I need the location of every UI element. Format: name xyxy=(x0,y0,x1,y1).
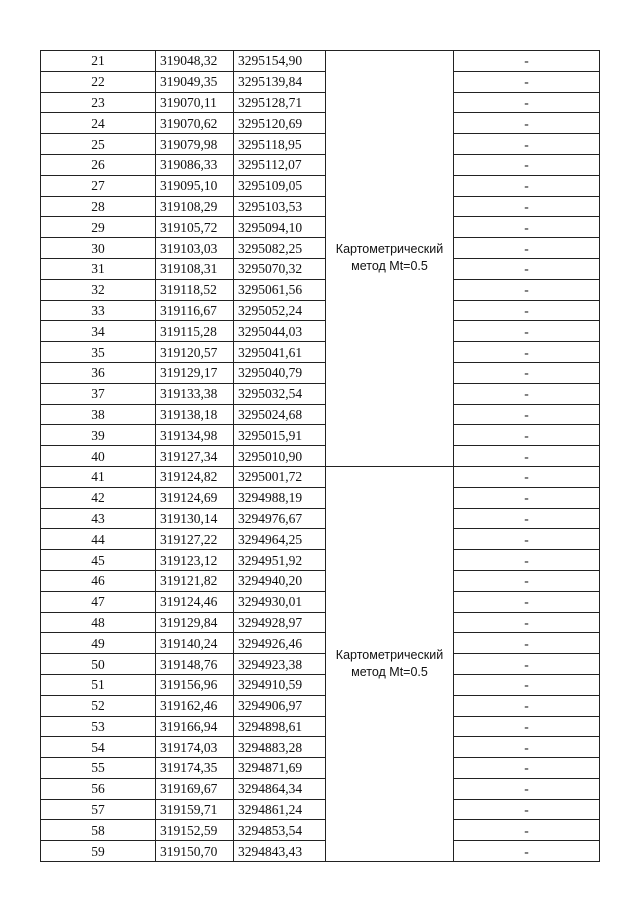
x-coordinate-cell: 319108,29 xyxy=(156,196,234,217)
point-number-cell: 49 xyxy=(41,633,156,654)
x-coordinate-cell: 319129,17 xyxy=(156,362,234,383)
table-row xyxy=(41,487,600,508)
x-coordinate-cell: 319124,46 xyxy=(156,591,234,612)
x-coordinate-cell: 319103,03 xyxy=(156,238,234,259)
coordinates-table-body xyxy=(41,51,600,862)
note-cell: - xyxy=(454,820,600,841)
table-row xyxy=(41,799,600,820)
table-row xyxy=(41,92,600,113)
y-coordinate-cell: 3294928,97 xyxy=(234,612,326,633)
y-coordinate-cell: 3294871,69 xyxy=(234,758,326,779)
note-cell: - xyxy=(454,695,600,716)
x-coordinate-cell: 319115,28 xyxy=(156,321,234,342)
y-coordinate-cell: 3294964,25 xyxy=(234,529,326,550)
y-coordinate-cell: 3294843,43 xyxy=(234,841,326,862)
y-coordinate-cell: 3295128,71 xyxy=(234,92,326,113)
point-number-cell: 48 xyxy=(41,612,156,633)
point-number-cell: 55 xyxy=(41,758,156,779)
note-cell: - xyxy=(454,404,600,425)
table-row xyxy=(41,71,600,92)
x-coordinate-cell: 319133,38 xyxy=(156,383,234,404)
x-coordinate-cell: 319079,98 xyxy=(156,134,234,155)
table-row xyxy=(41,362,600,383)
table-row xyxy=(41,51,600,72)
note-cell: - xyxy=(454,258,600,279)
y-coordinate-cell: 3294861,24 xyxy=(234,799,326,820)
table-row xyxy=(41,466,600,487)
point-number-cell: 40 xyxy=(41,446,156,467)
y-coordinate-cell: 3294988,19 xyxy=(234,487,326,508)
x-coordinate-cell: 319152,59 xyxy=(156,820,234,841)
table-row xyxy=(41,217,600,238)
y-coordinate-cell: 3295112,07 xyxy=(234,154,326,175)
point-number-cell: 50 xyxy=(41,654,156,675)
note-cell: - xyxy=(454,466,600,487)
point-number-cell: 33 xyxy=(41,300,156,321)
note-cell: - xyxy=(454,383,600,404)
table-row xyxy=(41,550,600,571)
point-number-cell: 34 xyxy=(41,321,156,342)
x-coordinate-cell: 319156,96 xyxy=(156,674,234,695)
y-coordinate-cell: 3294853,54 xyxy=(234,820,326,841)
method-cell: Картометрический метод Mt=0.5 xyxy=(326,466,454,861)
point-number-cell: 26 xyxy=(41,154,156,175)
y-coordinate-cell: 3294930,01 xyxy=(234,591,326,612)
point-number-cell: 31 xyxy=(41,258,156,279)
table-row xyxy=(41,716,600,737)
x-coordinate-cell: 319134,98 xyxy=(156,425,234,446)
note-cell: - xyxy=(454,175,600,196)
point-number-cell: 47 xyxy=(41,591,156,612)
note-cell: - xyxy=(454,425,600,446)
y-coordinate-cell: 3295024,68 xyxy=(234,404,326,425)
x-coordinate-cell: 319127,34 xyxy=(156,446,234,467)
table-row xyxy=(41,758,600,779)
method-cell: Картометрический метод Mt=0.5 xyxy=(326,51,454,467)
table-row xyxy=(41,238,600,259)
point-number-cell: 27 xyxy=(41,175,156,196)
note-cell: - xyxy=(454,279,600,300)
note-cell: - xyxy=(454,841,600,862)
x-coordinate-cell: 319124,69 xyxy=(156,487,234,508)
table-row xyxy=(41,633,600,654)
point-number-cell: 42 xyxy=(41,487,156,508)
y-coordinate-cell: 3295052,24 xyxy=(234,300,326,321)
x-coordinate-cell: 319048,32 xyxy=(156,51,234,72)
note-cell: - xyxy=(454,217,600,238)
x-coordinate-cell: 319105,72 xyxy=(156,217,234,238)
y-coordinate-cell: 3295120,69 xyxy=(234,113,326,134)
coordinates-table xyxy=(40,50,600,862)
note-cell: - xyxy=(454,654,600,675)
table-row xyxy=(41,570,600,591)
table-row xyxy=(41,695,600,716)
table-row xyxy=(41,196,600,217)
table-row xyxy=(41,446,600,467)
point-number-cell: 41 xyxy=(41,466,156,487)
x-coordinate-cell: 319086,33 xyxy=(156,154,234,175)
x-coordinate-cell: 319140,24 xyxy=(156,633,234,654)
y-coordinate-cell: 3294864,34 xyxy=(234,778,326,799)
x-coordinate-cell: 319108,31 xyxy=(156,258,234,279)
point-number-cell: 45 xyxy=(41,550,156,571)
y-coordinate-cell: 3295041,61 xyxy=(234,342,326,363)
y-coordinate-cell: 3294923,38 xyxy=(234,654,326,675)
note-cell: - xyxy=(454,487,600,508)
x-coordinate-cell: 319070,11 xyxy=(156,92,234,113)
x-coordinate-cell: 319123,12 xyxy=(156,550,234,571)
note-cell: - xyxy=(454,570,600,591)
table-row xyxy=(41,841,600,862)
table-row xyxy=(41,383,600,404)
y-coordinate-cell: 3295118,95 xyxy=(234,134,326,155)
y-coordinate-cell: 3295109,05 xyxy=(234,175,326,196)
x-coordinate-cell: 319120,57 xyxy=(156,342,234,363)
note-cell: - xyxy=(454,71,600,92)
x-coordinate-cell: 319127,22 xyxy=(156,529,234,550)
x-coordinate-cell: 319162,46 xyxy=(156,695,234,716)
note-cell: - xyxy=(454,51,600,72)
y-coordinate-cell: 3295001,72 xyxy=(234,466,326,487)
y-coordinate-cell: 3294906,97 xyxy=(234,695,326,716)
point-number-cell: 54 xyxy=(41,737,156,758)
table-row xyxy=(41,342,600,363)
y-coordinate-cell: 3295040,79 xyxy=(234,362,326,383)
x-coordinate-cell: 319138,18 xyxy=(156,404,234,425)
note-cell: - xyxy=(454,154,600,175)
table-row xyxy=(41,612,600,633)
point-number-cell: 56 xyxy=(41,778,156,799)
x-coordinate-cell: 319174,03 xyxy=(156,737,234,758)
point-number-cell: 44 xyxy=(41,529,156,550)
point-number-cell: 21 xyxy=(41,51,156,72)
table-row xyxy=(41,154,600,175)
x-coordinate-cell: 319049,35 xyxy=(156,71,234,92)
table-row xyxy=(41,279,600,300)
note-cell: - xyxy=(454,612,600,633)
table-row xyxy=(41,404,600,425)
table-row xyxy=(41,591,600,612)
table-row xyxy=(41,300,600,321)
note-cell: - xyxy=(454,238,600,259)
note-cell: - xyxy=(454,362,600,383)
table-row xyxy=(41,321,600,342)
y-coordinate-cell: 3294926,46 xyxy=(234,633,326,654)
y-coordinate-cell: 3295139,84 xyxy=(234,71,326,92)
y-coordinate-cell: 3294951,92 xyxy=(234,550,326,571)
y-coordinate-cell: 3294910,59 xyxy=(234,674,326,695)
note-cell: - xyxy=(454,92,600,113)
note-cell: - xyxy=(454,550,600,571)
point-number-cell: 46 xyxy=(41,570,156,591)
y-coordinate-cell: 3295154,90 xyxy=(234,51,326,72)
point-number-cell: 29 xyxy=(41,217,156,238)
y-coordinate-cell: 3295032,54 xyxy=(234,383,326,404)
table-row xyxy=(41,654,600,675)
point-number-cell: 24 xyxy=(41,113,156,134)
point-number-cell: 38 xyxy=(41,404,156,425)
table-row xyxy=(41,820,600,841)
table-row xyxy=(41,674,600,695)
table-row xyxy=(41,175,600,196)
table-row xyxy=(41,134,600,155)
y-coordinate-cell: 3295103,53 xyxy=(234,196,326,217)
x-coordinate-cell: 319116,67 xyxy=(156,300,234,321)
point-number-cell: 35 xyxy=(41,342,156,363)
x-coordinate-cell: 319095,10 xyxy=(156,175,234,196)
note-cell: - xyxy=(454,737,600,758)
point-number-cell: 23 xyxy=(41,92,156,113)
y-coordinate-cell: 3294940,20 xyxy=(234,570,326,591)
y-coordinate-cell: 3295015,91 xyxy=(234,425,326,446)
x-coordinate-cell: 319118,52 xyxy=(156,279,234,300)
y-coordinate-cell: 3295044,03 xyxy=(234,321,326,342)
y-coordinate-cell: 3294898,61 xyxy=(234,716,326,737)
table-row xyxy=(41,508,600,529)
x-coordinate-cell: 319129,84 xyxy=(156,612,234,633)
table-row xyxy=(41,529,600,550)
y-coordinate-cell: 3295061,56 xyxy=(234,279,326,300)
table-row xyxy=(41,737,600,758)
point-number-cell: 58 xyxy=(41,820,156,841)
point-number-cell: 32 xyxy=(41,279,156,300)
note-cell: - xyxy=(454,778,600,799)
point-number-cell: 25 xyxy=(41,134,156,155)
x-coordinate-cell: 319166,94 xyxy=(156,716,234,737)
note-cell: - xyxy=(454,446,600,467)
point-number-cell: 36 xyxy=(41,362,156,383)
point-number-cell: 52 xyxy=(41,695,156,716)
point-number-cell: 39 xyxy=(41,425,156,446)
x-coordinate-cell: 319148,76 xyxy=(156,654,234,675)
note-cell: - xyxy=(454,508,600,529)
note-cell: - xyxy=(454,674,600,695)
note-cell: - xyxy=(454,716,600,737)
x-coordinate-cell: 319174,35 xyxy=(156,758,234,779)
note-cell: - xyxy=(454,342,600,363)
point-number-cell: 57 xyxy=(41,799,156,820)
x-coordinate-cell: 319121,82 xyxy=(156,570,234,591)
y-coordinate-cell: 3295010,90 xyxy=(234,446,326,467)
note-cell: - xyxy=(454,799,600,820)
y-coordinate-cell: 3295070,32 xyxy=(234,258,326,279)
note-cell: - xyxy=(454,321,600,342)
note-cell: - xyxy=(454,529,600,550)
y-coordinate-cell: 3295082,25 xyxy=(234,238,326,259)
x-coordinate-cell: 319159,71 xyxy=(156,799,234,820)
y-coordinate-cell: 3294976,67 xyxy=(234,508,326,529)
note-cell: - xyxy=(454,196,600,217)
note-cell: - xyxy=(454,134,600,155)
y-coordinate-cell: 3295094,10 xyxy=(234,217,326,238)
point-number-cell: 43 xyxy=(41,508,156,529)
table-row xyxy=(41,113,600,134)
point-number-cell: 28 xyxy=(41,196,156,217)
x-coordinate-cell: 319124,82 xyxy=(156,466,234,487)
note-cell: - xyxy=(454,113,600,134)
table-row xyxy=(41,778,600,799)
note-cell: - xyxy=(454,300,600,321)
point-number-cell: 30 xyxy=(41,238,156,259)
note-cell: - xyxy=(454,758,600,779)
table-row xyxy=(41,425,600,446)
point-number-cell: 59 xyxy=(41,841,156,862)
y-coordinate-cell: 3294883,28 xyxy=(234,737,326,758)
x-coordinate-cell: 319150,70 xyxy=(156,841,234,862)
point-number-cell: 37 xyxy=(41,383,156,404)
x-coordinate-cell: 319169,67 xyxy=(156,778,234,799)
x-coordinate-cell: 319130,14 xyxy=(156,508,234,529)
note-cell: - xyxy=(454,591,600,612)
note-cell: - xyxy=(454,633,600,654)
point-number-cell: 22 xyxy=(41,71,156,92)
point-number-cell: 53 xyxy=(41,716,156,737)
table-row xyxy=(41,258,600,279)
point-number-cell: 51 xyxy=(41,674,156,695)
x-coordinate-cell: 319070,62 xyxy=(156,113,234,134)
